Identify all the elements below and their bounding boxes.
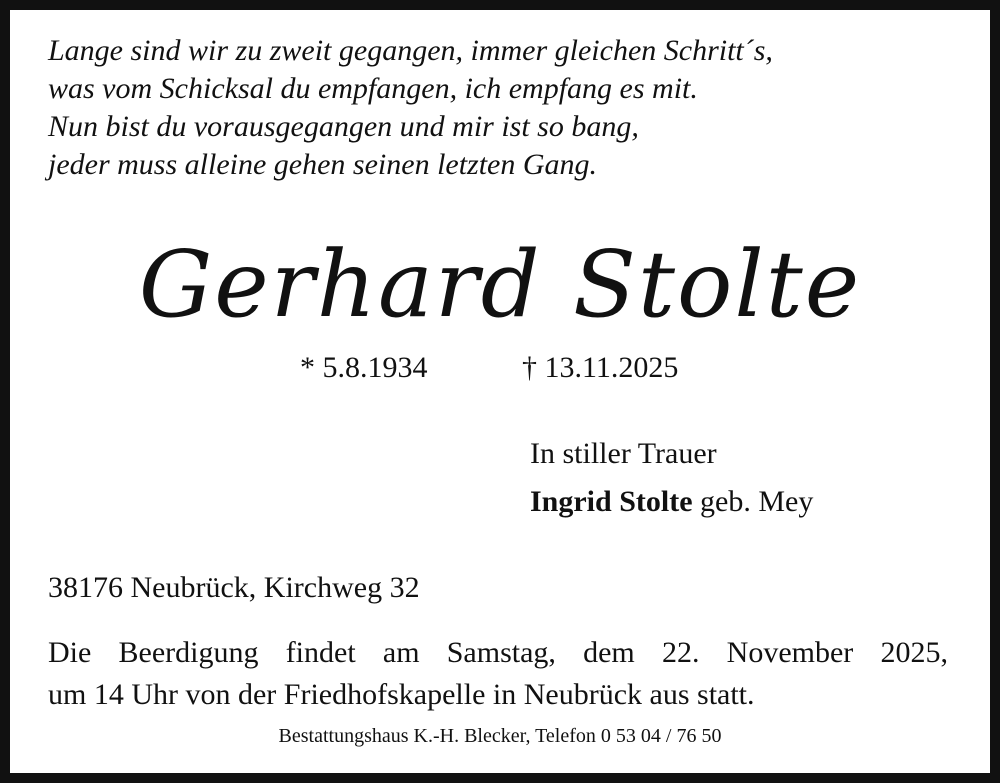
funeral-home-footer: Bestattungshaus K.-H. Blecker, Telefon 0 53 04 / 76 50 bbox=[278, 725, 722, 747]
funeral-line: Die Beerdigung findet am Samstag, dem 22. November 2025, bbox=[48, 636, 948, 669]
deceased-name: Gerhard Stolte bbox=[138, 231, 862, 338]
poem-line: was vom Schicksal du empfangen, ich empfang es mit. bbox=[48, 72, 698, 105]
mourner-maiden-name: geb. Mey bbox=[700, 485, 814, 518]
poem-line: jeder muss alleine gehen seinen letzten Gang. bbox=[48, 148, 598, 181]
mourner-line bbox=[530, 478, 813, 526]
birth-date: * 5.8.1934 bbox=[300, 351, 428, 384]
mourners bbox=[530, 430, 813, 526]
mourning-intro: In stiller Trauer bbox=[530, 437, 717, 470]
death-date: † 13.11.2025 bbox=[522, 351, 679, 384]
address: 38176 Neubrück, Kirchweg 32 bbox=[48, 571, 420, 604]
funeral-info bbox=[48, 632, 948, 716]
poem-line: Lange sind wir zu zweit gegangen, immer gleichen Schritt´s, bbox=[48, 34, 773, 67]
funeral-line: um 14 Uhr von der Friedhofskapelle in Neubrück aus statt. bbox=[48, 678, 755, 711]
poem-line: Nun bist du vorausgegangen und mir ist so bang, bbox=[48, 110, 639, 143]
poem bbox=[48, 32, 948, 184]
mourner-name: Ingrid Stolte bbox=[530, 485, 693, 518]
